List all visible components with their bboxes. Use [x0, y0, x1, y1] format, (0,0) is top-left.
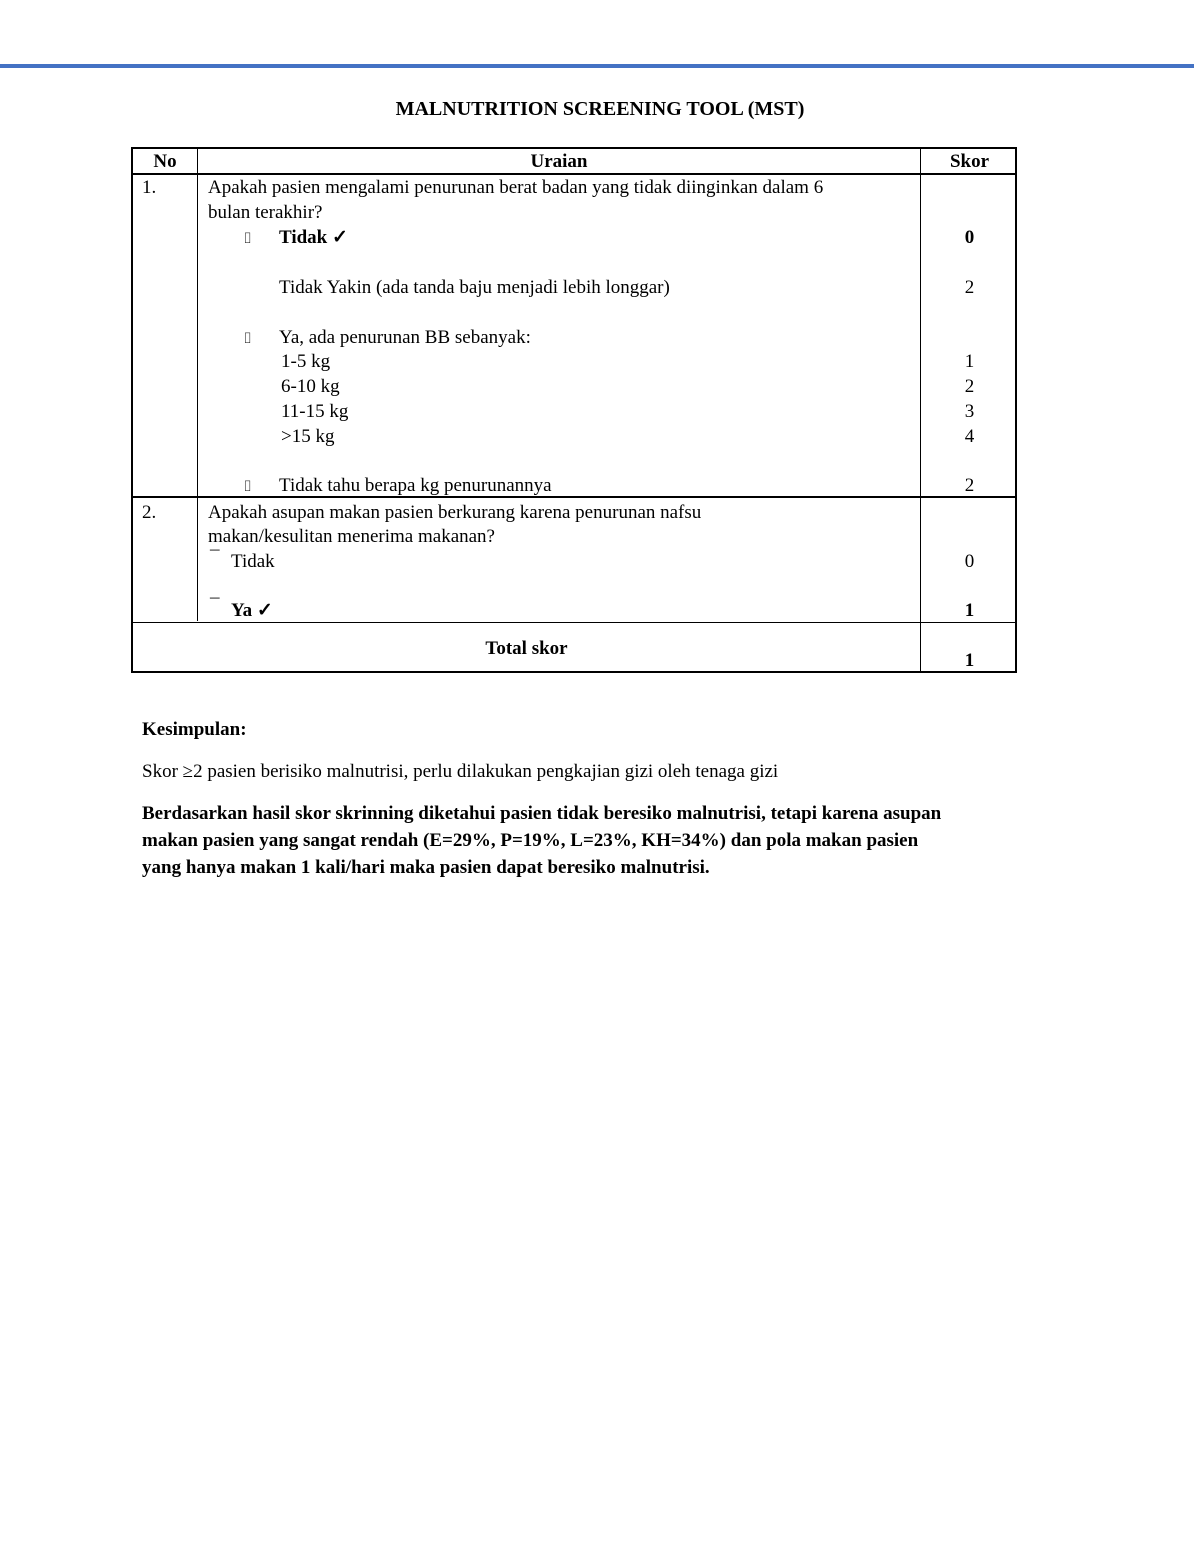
q2-skor-ya: 1 [964, 600, 975, 621]
q1-range-label: 11-15 kg [281, 401, 349, 422]
q2-question-line1: Apakah asupan makan pasien berkurang karena penurunan nafsu [208, 502, 702, 523]
q1-range-skor: 4 [964, 426, 975, 447]
q1-number: 1. [142, 177, 157, 198]
q2-number: 2. [142, 502, 157, 523]
column-divider-skor [920, 149, 921, 671]
bullet-icon: ¯ [210, 548, 220, 569]
q1-option-tidak: Tidak ✓ [279, 227, 348, 248]
q1-question-line1: Apakah pasien mengalami penurunan berat badan yang tidak diinginkan dalam 6 [208, 177, 824, 198]
q1-skor-tidak-tahu: 2 [964, 475, 975, 496]
conclusion-result-line3: yang hanya makan 1 kali/hari maka pasien dapat beresiko malnutrisi. [142, 857, 710, 878]
q1-range-label: >15 kg [281, 426, 335, 447]
q1-range-label: 1-5 kg [281, 351, 331, 372]
q1-range-skor: 1 [964, 351, 975, 372]
q1-skor-tidak-yakin: 2 [964, 277, 975, 298]
q1-skor-tidak: 0 [964, 227, 975, 248]
q2-option-tidak: Tidak [231, 551, 275, 572]
header-rule [0, 64, 1194, 68]
column-divider-no [197, 149, 198, 621]
conclusion-result-line2: makan pasien yang sangat rendah (E=29%, P=19%, L=23%, KH=34%) dan pola makan pasien [142, 830, 919, 851]
conclusion-result-line1: Berdasarkan hasil skor skrinning diketahui pasien tidak beresiko malnutrisi, tetapi karena asupan [142, 803, 942, 824]
header-skor: Skor [949, 151, 990, 172]
document-title: MALNUTRITION SCREENING TOOL (MST) [395, 98, 805, 120]
conclusion-heading: Kesimpulan: [142, 719, 247, 740]
q2-skor-tidak: 0 [964, 551, 975, 572]
q1-question-line2: bulan terakhir? [208, 202, 323, 223]
conclusion-criteria: Skor ≥2 pasien berisiko malnutrisi, perlu dilakukan pengkajian gizi oleh tenaga gizi [142, 761, 779, 782]
total-value: 1 [964, 650, 975, 671]
bullet-icon: ⌷ [243, 231, 253, 247]
q2-option-ya: Ya ✓ [231, 600, 273, 621]
q1-range-skor: 2 [964, 376, 975, 397]
header-no: No [153, 151, 177, 172]
q2-question-line2: makan/kesulitan menerima makanan? [208, 526, 495, 547]
bullet-icon: ⌷ [243, 479, 253, 495]
total-label: Total skor [485, 638, 568, 659]
q1-range-label: 6-10 kg [281, 376, 340, 397]
q1-range-skor: 3 [964, 401, 975, 422]
header-uraian: Uraian [530, 151, 588, 172]
q1-option-tidak-tahu: Tidak tahu berapa kg penurunannya [279, 475, 552, 496]
bullet-icon: ¯ [210, 596, 220, 617]
row-divider-q1 [133, 496, 1015, 498]
bullet-icon: ⌷ [243, 331, 253, 347]
q1-option-ya: Ya, ada penurunan BB sebanyak: [279, 327, 531, 348]
mst-table [131, 147, 1017, 673]
q1-option-tidak-yakin: Tidak Yakin (ada tanda baju menjadi lebih longgar) [279, 277, 670, 298]
